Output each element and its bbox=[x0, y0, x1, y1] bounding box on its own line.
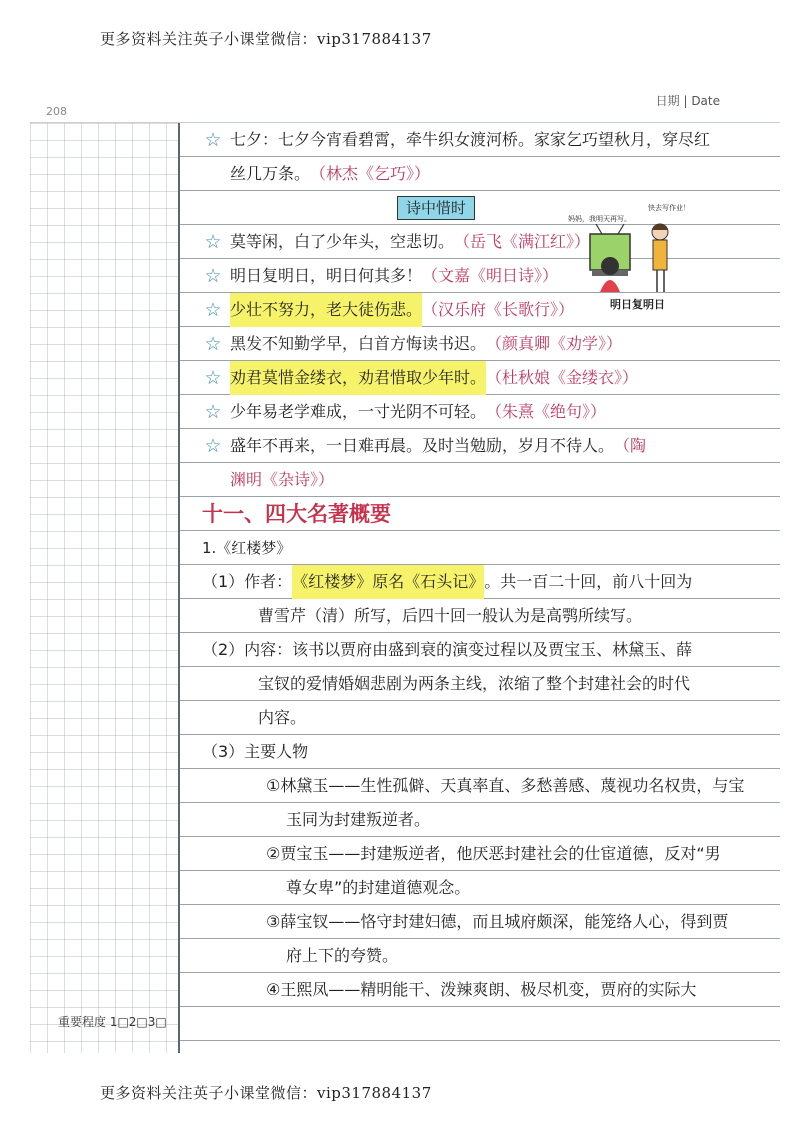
poem-text-highlighted: 少壮不努力，老大徒伤悲。 bbox=[230, 293, 422, 327]
character-row bbox=[202, 769, 762, 803]
section-title: 十一、四大名著概要 bbox=[202, 502, 391, 526]
star-icon: ☆ bbox=[204, 401, 222, 423]
importance-rating: 重要程度 1□2□3□ bbox=[58, 1015, 167, 1029]
poem-qixi-cont bbox=[202, 157, 762, 191]
star-icon: ☆ bbox=[204, 435, 222, 457]
content-row-cont bbox=[202, 701, 762, 735]
poem-row bbox=[202, 361, 762, 395]
book-subhead: 1.《红楼梦》 bbox=[202, 539, 292, 557]
poem-citation: （汉乐府《长歌行》） bbox=[422, 300, 575, 319]
author-row bbox=[202, 565, 762, 599]
characters-head-row bbox=[202, 735, 762, 769]
star-icon: ☆ bbox=[204, 265, 222, 287]
poem-citation: （朱熹《绝句》） bbox=[486, 402, 607, 421]
poem-text-highlighted: 劝君莫惜金缕衣，劝君惜取少年时。 bbox=[230, 361, 486, 395]
author-row-cont bbox=[202, 599, 762, 633]
poem-row bbox=[202, 327, 762, 361]
poem-row-cont bbox=[202, 463, 762, 497]
author-line2: 曹雪芹（清）所写，后四十回一般认为是高鹗所续写。 bbox=[258, 606, 643, 625]
poem-text: 盛年不再来，一日难再晨。及时当勉励，岁月不待人。 bbox=[230, 436, 615, 455]
margin-line bbox=[178, 123, 180, 1053]
poem-row bbox=[202, 395, 762, 429]
poem-citation: （陶 bbox=[614, 436, 647, 455]
box-title: 诗中惜时 bbox=[397, 196, 475, 220]
poem-text: 黑发不知勤学早，白首方悔读书迟。 bbox=[230, 334, 487, 353]
content-row bbox=[202, 633, 762, 667]
illustration-caption: 明日复明日 bbox=[610, 298, 665, 311]
content-line1: （2）内容：该书以贾府由盛到衰的演变过程以及贾宝玉、林黛玉、薛 bbox=[202, 640, 693, 659]
poem-citation: （杜秋娘《金缕衣》） bbox=[486, 368, 639, 387]
author-prefix: （1）作者： bbox=[202, 572, 293, 591]
star-icon: ☆ bbox=[204, 299, 222, 321]
star-icon: ☆ bbox=[204, 333, 222, 355]
watermark-top: 更多资料关注英子小课堂微信：vip317884137 bbox=[100, 30, 432, 48]
content-line3: 内容。 bbox=[258, 708, 307, 727]
poem-text: 丝几万条。 bbox=[230, 164, 311, 183]
star-icon: ☆ bbox=[204, 367, 222, 389]
character-text: ②贾宝玉——封建叛逆者，他厌恶封建社会的仕宦道德，反对“男 bbox=[266, 844, 721, 863]
speech-bubble-child: 妈妈，我明天再写。 bbox=[568, 215, 631, 223]
poem-citation: （岳飞《满江红》） bbox=[454, 232, 591, 251]
character-text: 府上下的夸赞。 bbox=[286, 946, 399, 965]
content-row-cont bbox=[202, 667, 762, 701]
subhead-row bbox=[202, 531, 762, 565]
poem-row bbox=[202, 429, 762, 463]
character-row-cont bbox=[202, 803, 762, 837]
characters-head: （3）主要人物 bbox=[202, 742, 309, 761]
poem-citation: （颜真卿《劝学》） bbox=[486, 334, 623, 353]
character-text: ①林黛玉——生性孤僻、天真率直、多愁善感、蔑视功名权贵，与宝 bbox=[266, 776, 745, 795]
mother-icon bbox=[653, 240, 667, 270]
character-text: ④王熙凤——精明能干、泼辣爽朗、极尽机变，贾府的实际大 bbox=[266, 980, 697, 999]
character-row-cont bbox=[202, 939, 762, 973]
character-text: 玉同为封建叛逆者。 bbox=[286, 810, 431, 829]
character-row bbox=[202, 905, 762, 939]
poem-citation: 渊明《杂诗》） bbox=[230, 470, 335, 489]
character-row bbox=[202, 973, 762, 1007]
speech-bubble-mother: 快去写作业！ bbox=[648, 204, 690, 212]
character-row bbox=[202, 837, 762, 871]
poem-text: 明日复明日，明日何其多！ bbox=[230, 266, 423, 285]
character-row-cont bbox=[202, 871, 762, 905]
poem-qixi bbox=[202, 123, 762, 157]
content-line2: 宝钗的爱情婚姻悲剧为两条主线，浓缩了整个封建社会的时代 bbox=[258, 674, 691, 693]
watermark-bottom: 更多资料关注英子小课堂微信：vip317884137 bbox=[100, 1084, 432, 1102]
section-title-row bbox=[202, 497, 762, 531]
author-rest: 。共一百二十回，前八十回为 bbox=[484, 572, 693, 591]
poem-citation: （林杰《乞巧》） bbox=[310, 164, 431, 183]
poem-text: 少年易老学难成，一寸光阴不可轻。 bbox=[230, 402, 487, 421]
character-text: ③薛宝钗——恪守封建妇德，而且城府颇深，能笼络人心，得到贾 bbox=[266, 912, 729, 931]
poem-text: 七夕：七夕今宵看碧霄，牵牛织女渡河桥。家家乞巧望秋月，穿尽红 bbox=[230, 130, 711, 149]
page-number: 208 bbox=[46, 105, 67, 118]
child-icon bbox=[601, 257, 619, 275]
poem-text: 莫等闲，白了少年头，空悲切。 bbox=[230, 232, 455, 251]
character-text: 尊女卑”的封建道德观念。 bbox=[286, 878, 471, 897]
author-highlight: 《红楼梦》原名《石头记》 bbox=[292, 565, 484, 599]
poem-citation: （文嘉《明日诗》） bbox=[422, 266, 559, 285]
star-icon: ☆ bbox=[204, 231, 222, 253]
date-label: 日期 | Date bbox=[655, 94, 720, 108]
star-icon: ☆ bbox=[204, 129, 222, 151]
